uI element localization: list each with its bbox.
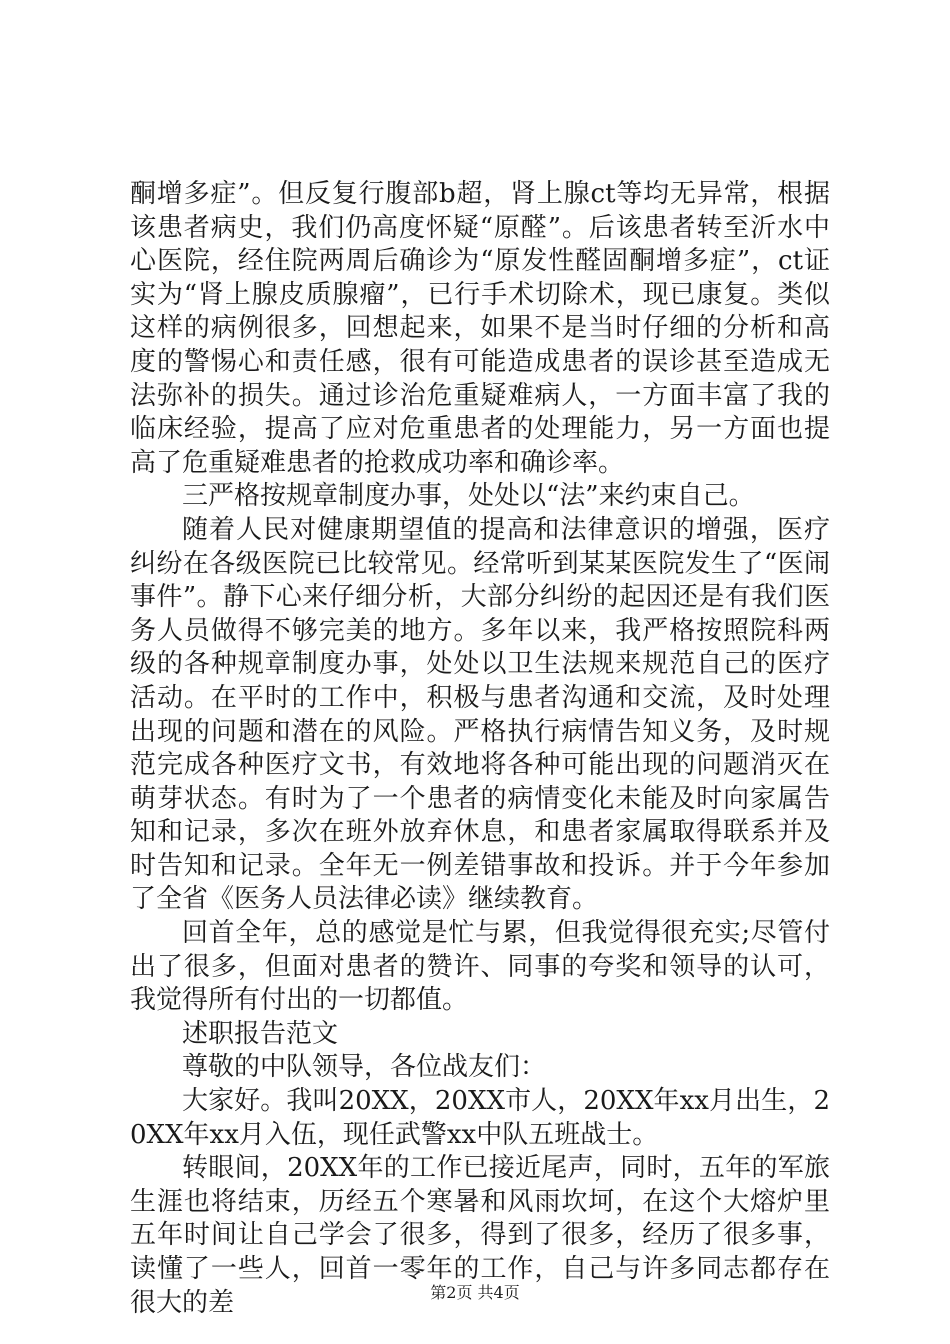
paragraph: 转眼间，20XX年的工作已接近尾声，同时，五年的军旅生涯也将结束，历经五个寒暑和风雨坎坷，在这个大熔炉里五年时间让自己学会了很多，得到了很多，经历了很多事，读懂了一些人，回首一零年的工作，自己与许多同志都存在很大的差	[130, 1153, 830, 1318]
paragraph-continuation: 酮增多症”。但反复行腹部b超，肾上腺ct等均无异常，根据该患者病史，我们仍高度怀疑“原醛”。后该患者转至沂水中心医院，经住院两周后确诊为“原发性醛固酮增多症”，ct证实为“肾上腺皮质腺瘤”，已行手术切除术，现已康复。类似这样的病例很多，回想起来，如果不是当时仔细的分析和高度的警惕心和责任感，很有可能造成患者的误诊甚至造成无法弥补的损失。通过诊治危重疑难病人，一方面丰富了我的临床经验，提高了应对危重患者的处理能力，另一方面也提高了危重疑难患者的抢救成功率和确诊率。	[130, 179, 830, 478]
page-number-footer: 第2页 共4页	[430, 1283, 520, 1302]
document-body	[130, 178, 830, 1320]
salutation: 尊敬的中队领导，各位战友们：	[182, 1052, 547, 1083]
paragraph: 大家好。我叫20XX，20XX市人，20XX年xx月出生，20XX年xx月入伍，现任武警xx中队五班战士。	[130, 1086, 830, 1150]
section-heading: 三严格按规章制度办事，处处以“法”来约束自己。	[182, 481, 755, 512]
paragraph: 回首全年，总的感觉是忙与累，但我觉得很充实;尽管付出了很多，但面对患者的赞许、同事的夸奖和领导的认可，我觉得所有付出的一切都值。	[130, 918, 830, 1016]
document-title: 述职报告范文	[182, 1018, 339, 1049]
paragraph: 随着人民对健康期望值的提高和法律意识的增强，医疗纠纷在各级医院已比较常见。经常听到某某医院发生了“医闹事件”。静下心来仔细分析，大部分纠纷的起因还是有我们医务人员做得不够完美的地方。多年以来，我严格按照院科两级的各种规章制度办事，处处以卫生法规来规范自己的医疗活动。在平时的工作中，积极与患者沟通和交流，及时处理出现的问题和潜在的风险。严格执行病情告知义务，及时规范完成各种医疗文书，有效地将各种可能出现的问题消灭在萌芽状态。有时为了一个患者的病情变化未能及时向家属告知和记录，多次在班外放弃休息，和患者家属取得联系并及时告知和记录。全年无一例差错事故和投诉。并于今年参加了全省《医务人员法律必读》继续教育。	[130, 514, 830, 915]
